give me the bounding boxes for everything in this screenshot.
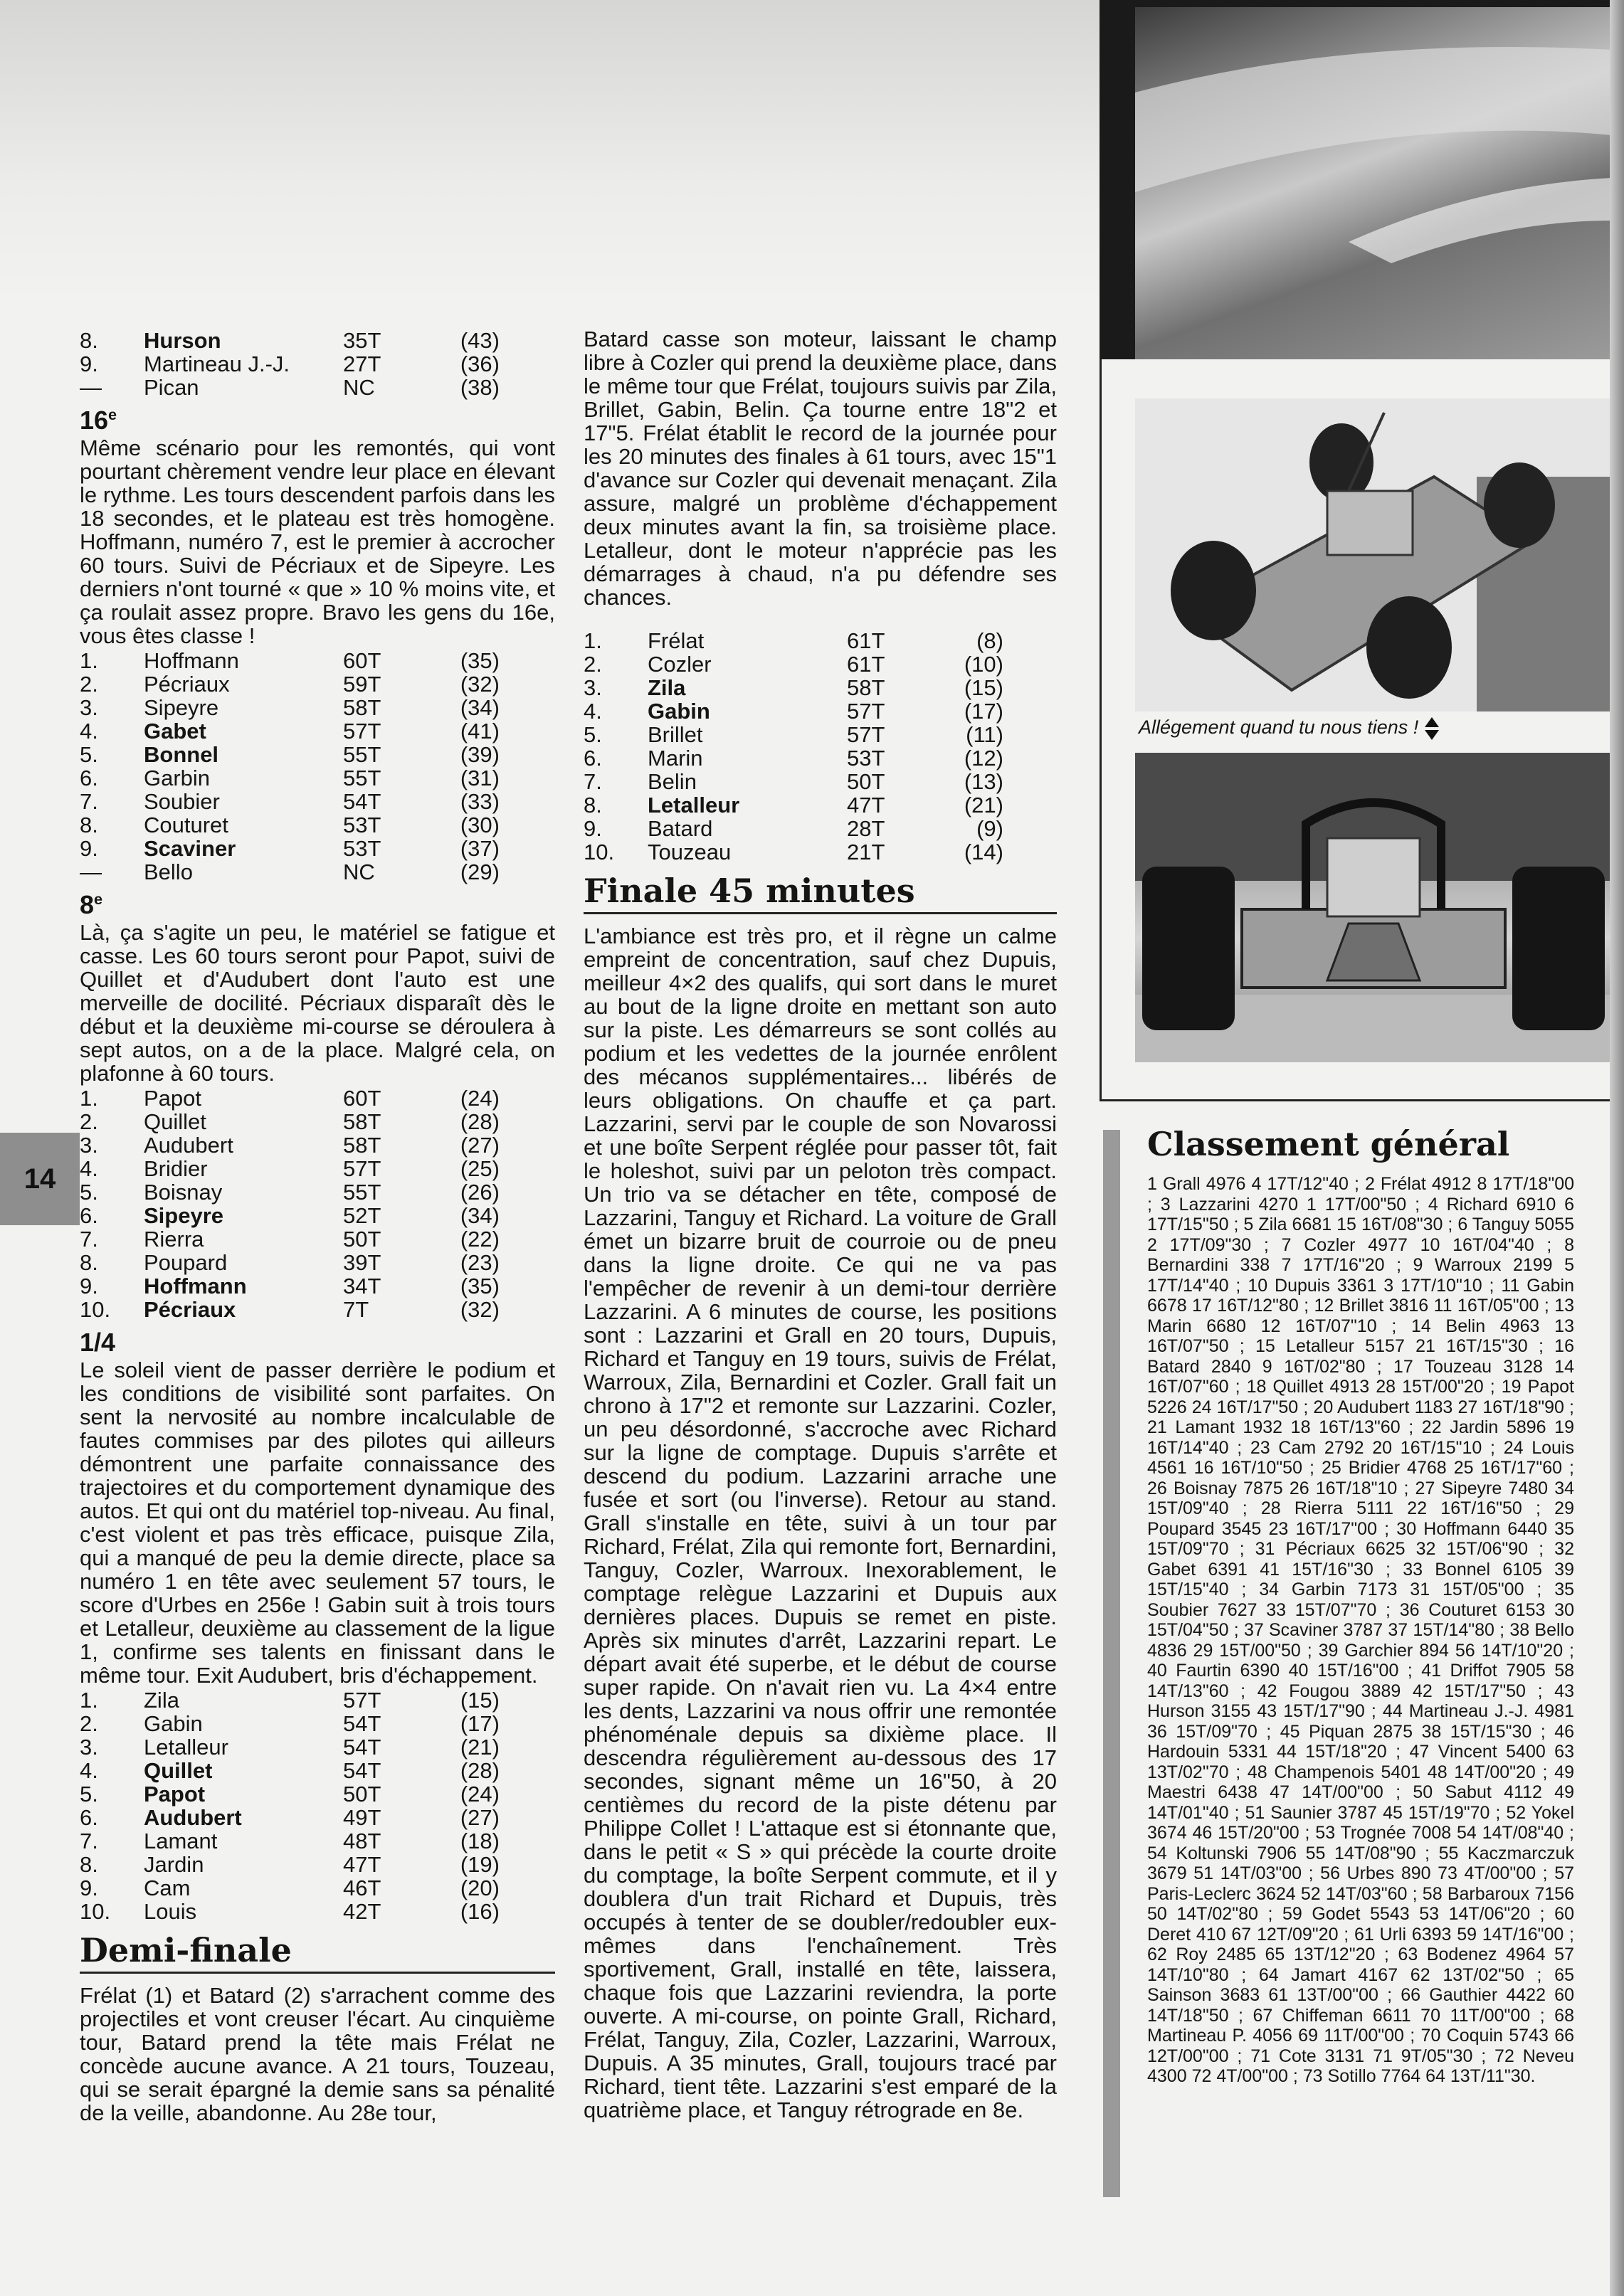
result-name: Sipeyre (144, 695, 219, 720)
result-row (584, 746, 1003, 770)
up-down-arrows-icon (1424, 716, 1440, 741)
result-laps: 57T (847, 699, 885, 724)
result-rank: 5. (80, 742, 98, 767)
result-laps: 27T (343, 351, 381, 376)
page-top-shade (0, 0, 1100, 306)
result-row (80, 376, 500, 399)
results-quarter-table (80, 1688, 500, 1923)
result-name: Zila (144, 1688, 179, 1713)
result-row (584, 770, 1003, 793)
result-laps: 59T (343, 672, 381, 697)
result-row (80, 672, 500, 696)
result-laps: 57T (847, 722, 885, 747)
result-rank: 7. (80, 1227, 98, 1252)
result-name: Hoffmann (144, 648, 239, 673)
page-edge-shadow (1610, 0, 1624, 2296)
result-position: (39) (460, 742, 500, 767)
result-position: (36) (460, 351, 500, 376)
result-rank: 5. (80, 1782, 98, 1806)
result-laps: 52T (343, 1203, 381, 1228)
result-rank: 8. (80, 813, 98, 837)
result-laps: 50T (343, 1782, 381, 1806)
result-position: (21) (964, 793, 1003, 818)
result-row (80, 1688, 500, 1712)
result-position: (30) (460, 813, 500, 837)
result-position: (15) (964, 675, 1003, 700)
caption-text: Allégement quand tu nous tiens ! (1139, 716, 1419, 738)
result-position: (18) (460, 1829, 500, 1853)
section-title-demi-finale: Demi-finale (80, 1930, 555, 1974)
paragraph-demi-finale: Frélat (1) et Batard (2) s'arrachent comme des projectiles et vont creuser l'écart. Au cinquième tour, Batard prend la tête mais Frélat ne concède aucune avance. A 21 tours, Touzeau, qui se serait épargné la demie sans sa pénalité de la veille, abandonne. Au 28e tour, (80, 1983, 555, 2125)
carryover-results-table (80, 329, 500, 399)
result-rank: 9. (584, 816, 602, 841)
result-row (80, 719, 500, 743)
result-rank: 2. (80, 1109, 98, 1134)
result-laps: 49T (343, 1805, 381, 1830)
result-row (80, 329, 500, 352)
result-position: (27) (460, 1805, 500, 1830)
result-row (80, 1829, 500, 1853)
result-rank: 2. (80, 672, 98, 697)
result-rank: 3. (584, 675, 602, 700)
result-laps: 58T (343, 1133, 381, 1158)
result-position: (35) (460, 1274, 500, 1298)
result-row (584, 699, 1003, 723)
result-laps: 50T (343, 1227, 381, 1252)
result-name: Martineau J.-J. (144, 351, 290, 376)
result-name: Hurson (144, 328, 221, 353)
result-name: Bonnel (144, 742, 219, 767)
result-row (80, 1876, 500, 1900)
result-name: Pécriaux (144, 1297, 236, 1322)
result-rank: — (80, 859, 102, 884)
result-name: Bridier (144, 1156, 208, 1181)
result-row (80, 1180, 500, 1204)
result-name: Hoffmann (144, 1274, 247, 1298)
result-name: Letalleur (648, 793, 740, 818)
result-rank: 6. (80, 1203, 98, 1228)
results-16e-table (80, 649, 500, 884)
result-name: Soubier (144, 789, 220, 814)
result-name: Belin (648, 769, 697, 794)
result-position: (9) (976, 816, 1003, 841)
result-row (584, 723, 1003, 746)
result-name: Gabin (144, 1711, 203, 1736)
result-name: Bello (144, 859, 193, 884)
result-laps: 57T (343, 1688, 381, 1713)
result-name: Scaviner (144, 836, 236, 861)
paragraph-finale: L'ambiance est très pro, et il règne un calme empreint de concentration, sauf chez Dupuis, meilleur 4×2 des qualifs, qui sort dans le muret au bout de la ligne droite en mettant son auto sur la piste. Les démarreurs se sont collés au podium et les vedettes de la journée enrôlent des mécanos supplémentaires... libérés de leurs obligations. On chauffe et ça part. Lazzarini, servi par le couple de son Novarossi et une boîte Serpent réglée pour passer tôt, fait le holeshot, suivi par un peloton très compact. Un trio va se détacher en tête, composé de Lazzarini, Tanguy et Richard. La voiture de Grall émet un bizarre bruit de courroie ou de pneu dans la ligne droite. Ce qui ne va pas l'empêcher de revenir à un demi-tour derrière Lazzarini. A 6 minutes de course, les positions sont : Lazzarini et Grall en 20 tours, Dupuis, Richard et Tanguy en 19 tours, suivis de Frélat, Warroux, Zila, Bernardini et Cozler. Grall fait un chrono à 17"2 et remonte sur Lazzarini. Cozler, un peu désordonné, s'accroche avec Richard sur la ligne de comptage. Dupuis s'arrête et descend du podium. Lazzarini arrache une fusée et sort (ou l'inverse). Retour au stand. Grall s'installe en tête, suivi à un tour par Richard, Frélat, Zila qui remonte fort, Bernardini, Tanguy, Cozler, Warroux. Inexorablement, le comptage relègue Lazzarini et Dupuis aux dernières places. Dupuis se remet en piste. Après six minutes d'arrêt, Lazzarini repart. Le départ avait été superbe, et le début de course super rapide. On n'avait rien vu. La 4×4 entre les dents, Lazzarini va nous offrir une remontée phénoménale depuis sa dixième place. Il descendra régulièrement au-dessous des 17 secondes, signant même un 16"50, à 20 centièmes du record de la piste détenu par Philippe Collet ! L'attaque est si étonnante que, dans le petit « S » qui précède la courte droite du comptage, la boîte Serpent commute, et il y doublera d'un trait Richard et Dupuis, très occupés à tenter de se doubler/redoubler eux-mêmes dans l'enchaînement. Très sportivement, Grall, installé en tête, laissera, chaque fois que Lazzarini reviendra, la porte ouverte. A mi-course, on pointe Grall, Richard, Frélat, Tanguy, Zila, Cozler, Lazzarini, Warroux, Dupuis. A 35 minutes, Grall, toujours tracé par Richard, tient tête. Lazzarini s'est emparé de la quatrième place, et Tanguy rétrograde en 8e. (584, 924, 1057, 2122)
result-rank: 9. (80, 1274, 98, 1298)
result-name: Pécriaux (144, 672, 230, 697)
result-row (80, 1853, 500, 1876)
result-name: Papot (144, 1782, 206, 1806)
result-row (80, 352, 500, 376)
section-title-finale: Finale 45 minutes (584, 871, 1057, 914)
result-position: (14) (964, 840, 1003, 864)
result-position: (34) (460, 1203, 500, 1228)
result-name: Sipeyre (144, 1203, 224, 1228)
result-row (584, 840, 1003, 864)
heading-16e: 16e (80, 406, 117, 435)
result-laps: 55T (343, 1180, 381, 1205)
result-position: (12) (964, 746, 1003, 771)
result-name: Gabet (144, 719, 206, 744)
result-name: Jardin (144, 1852, 204, 1877)
result-laps: 55T (343, 766, 381, 790)
photo-caption (1139, 713, 1608, 741)
page-number: 14 (23, 1163, 56, 1195)
result-position: (23) (460, 1250, 500, 1275)
result-position: (38) (460, 375, 500, 400)
result-rank: 7. (584, 769, 602, 794)
result-row (80, 1251, 500, 1274)
result-name: Quillet (144, 1109, 206, 1134)
result-rank: 2. (584, 652, 602, 677)
result-laps: 58T (343, 1109, 381, 1134)
result-row (584, 817, 1003, 840)
result-position: (32) (460, 672, 500, 697)
result-row (80, 837, 500, 860)
classement-general-box (1147, 1124, 1574, 2087)
result-name: Touzeau (648, 840, 732, 864)
result-position: (29) (460, 859, 500, 884)
result-position: (15) (460, 1688, 500, 1713)
result-position: (26) (460, 1180, 500, 1205)
result-rank: 9. (80, 836, 98, 861)
result-row (80, 1204, 500, 1227)
result-laps: 53T (343, 813, 381, 837)
sidebar-accent-bar (1103, 1130, 1120, 2197)
result-rank: 4. (584, 699, 602, 724)
result-laps: 48T (343, 1829, 381, 1853)
result-row (80, 1274, 500, 1298)
result-position: (32) (460, 1297, 500, 1322)
result-row (584, 629, 1003, 652)
result-row (80, 1110, 500, 1133)
result-row (80, 790, 500, 813)
result-name: Papot (144, 1086, 202, 1111)
result-row (80, 766, 500, 790)
result-name: Audubert (144, 1133, 233, 1158)
result-position: (43) (460, 328, 500, 353)
result-laps: 61T (847, 628, 885, 653)
result-name: Quillet (144, 1758, 213, 1783)
result-laps: NC (343, 375, 375, 400)
result-rank: 5. (80, 1180, 98, 1205)
result-rank: 6. (80, 1805, 98, 1830)
result-rank: 3. (80, 1735, 98, 1760)
result-laps: 54T (343, 1711, 381, 1736)
result-rank: 5. (584, 722, 602, 747)
result-name: Letalleur (144, 1735, 228, 1760)
result-laps: 58T (847, 675, 885, 700)
result-rank: 1. (80, 1688, 98, 1713)
result-rank: 4. (80, 1156, 98, 1181)
photo-race-track (1135, 7, 1612, 359)
heading-quarter: 1/4 (80, 1328, 116, 1357)
result-rank: 4. (80, 719, 98, 744)
result-row (80, 1712, 500, 1735)
result-laps: 42T (343, 1899, 381, 1924)
result-name: Pican (144, 375, 199, 400)
result-row (80, 813, 500, 837)
result-position: (17) (460, 1711, 500, 1736)
result-rank: 10. (80, 1297, 111, 1322)
result-row (80, 1735, 500, 1759)
result-rank: 10. (80, 1899, 111, 1924)
paragraph-demi-finale-cont: Batard casse son moteur, laissant le champ libre à Cozler qui prend la deuxième place, dans le même tour que Frélat, toujours suivis par Zila, Brillet, Gabin, Belin. Ça tourne entre 18"2 et 17"5. Frélat établit le record de la journée pour les 20 minutes des finales à 61 tours, avec 15"1 d'avance sur Cozler qui devenait menaçant. Zila assure, malgré un problème d'échappement deux minutes avant la fin, sa troisième place. Letalleur, dont le moteur n'apprécie pas les démarrages à chaud, n'a pu défendre ses chances. (584, 327, 1057, 610)
result-row (80, 696, 500, 719)
result-rank: 10. (584, 840, 615, 864)
result-position: (25) (460, 1156, 500, 1181)
result-laps: 35T (343, 328, 381, 353)
result-name: Rierra (144, 1227, 204, 1252)
result-position: (11) (966, 722, 1003, 747)
paragraph-quarter: Le soleil vient de passer derrière le podium et les conditions de visibilité sont parfaites. On sent la nervosité au nombre incalculable de fautes commises par des pilotes qui ailleurs démontrent une parfaite connaissance des trajectoires et du comportement dynamique des autos. Et qui ont du matériel top-niveau. Au final, c'est violent et pas très efficace, puisque Zila, qui a manqué de peu la demie directe, place sa numéro 1 en tête avec seulement 57 tours, le score d'Urbes en 256e ! Gabin suit à trois tours et Letalleur, deuxième au classement de la ligue 1, confirme ses talents en finissant dans le même tour. Exit Audubert, bris d'échappement. (80, 1358, 555, 1688)
result-name: Cam (144, 1876, 191, 1900)
result-position: (19) (460, 1852, 500, 1877)
result-laps: 55T (343, 742, 381, 767)
result-name: Batard (648, 816, 713, 841)
result-position: (20) (460, 1876, 500, 1900)
result-name: Frélat (648, 628, 705, 653)
result-laps: 46T (343, 1876, 381, 1900)
result-name: Brillet (648, 722, 703, 747)
result-rank: 8. (80, 1250, 98, 1275)
paragraph-16e: Même scénario pour les remontés, qui vont pourtant chèrement vendre leur place en élevant le rythme. Les tours descendent parfois dans les 18 secondes, et le plateau est très homogène. Hoffmann, numéro 7, est le premier à accrocher 60 tours. Suivi de Pécriaux et de Sipeyre. Les derniers n'ont tourné « que » 10 % moins vite, et ça roulait assez propre. Bravo les gens du 16e, vous êtes classe ! (80, 435, 555, 648)
result-laps: 61T (847, 652, 885, 677)
result-row (80, 1782, 500, 1806)
result-name: Gabin (648, 699, 710, 724)
result-rank: 6. (80, 766, 98, 790)
result-row (584, 793, 1003, 817)
result-name: Boisnay (144, 1180, 223, 1205)
result-rank: 8. (80, 1852, 98, 1877)
result-position: (16) (460, 1899, 500, 1924)
result-name: Couturet (144, 813, 228, 837)
result-laps: 21T (847, 840, 885, 864)
result-position: (10) (964, 652, 1003, 677)
classement-title: Classement général (1147, 1125, 1510, 1163)
result-name: Lamant (144, 1829, 218, 1853)
result-laps: 7T (343, 1297, 369, 1322)
result-position: (21) (460, 1735, 500, 1760)
result-row (80, 1806, 500, 1829)
result-row (80, 1133, 500, 1157)
result-row (584, 676, 1003, 699)
result-row (584, 652, 1003, 676)
heading-8e: 8e (80, 890, 103, 919)
result-position: (28) (460, 1109, 500, 1134)
result-position: (37) (460, 836, 500, 861)
result-position: (8) (976, 628, 1003, 653)
result-laps: 53T (847, 746, 885, 771)
result-rank: — (80, 375, 102, 400)
result-rank: 2. (80, 1711, 98, 1736)
result-name: Louis (144, 1899, 197, 1924)
paragraph-8e: Là, ça s'agite un peu, le matériel se fatigue et casse. Les 60 tours seront pour Papot, suivi de Quillet et d'Audubert dont l'auto est une merveille de docilité. Pécriaux disparaît dès le début et la deuxième mi-course se déroulera à sept autos, on a de la place. Malgré cela, on plafonne à 60 tours. (80, 920, 555, 1086)
result-row (80, 1759, 500, 1782)
photo-rc-car-rear (1135, 753, 1612, 1062)
result-laps: 58T (343, 695, 381, 720)
result-position: (41) (460, 719, 500, 744)
result-rank: 3. (80, 695, 98, 720)
classement-text: 1 Grall 4976 4 17T/12"40 ; 2 Frélat 4912 8 17T/18"00 ; 3 Lazzarini 4270 1 17T/00"50 ; 4 Richard 6910 6 17T/15"50 ; 5 Zila 6681 15 16T/08"30 ; 6 Tanguy 5055 2 17T/09"30 ; 7 Cozler 4977 10 16T/04"40 ; 8 Bernardini 338 7 17T/16"20 ; 9 Warroux 2199 5 17T/14"40 ; 10 Dupuis 3361 3 17T/10"10 ; 11 Gabin 6678 17 16T/12"80 ; 12 Brillet 3816 11 16T/05"00 ; 13 Marin 6680 12 16T/07"10 ; 14 Belin 4963 13 16T/07"50 ; 15 Letalleur 5157 21 16T/15"30 ; 16 Batard 2840 9 16T/02"80 ; 17 Touzeau 3128 14 16T/07"60 ; 18 Quillet 4913 28 15T/00"20 ; 19 Papot 5226 24 16T/17"50 ; 20 Audubert 1183 27 16T/18"90 ; 21 Lamant 1932 18 16T/13"60 ; 22 Jardin 5896 19 16T/14"40 ; 23 Cam 2792 20 16T/15"10 ; 24 Louis 4561 16 16T/10"50 ; 25 Bridier 4768 25 16T/17"60 ; 26 Boisnay 7875 26 16T/18"10 ; 27 Sipeyre 7480 34 15T/09"40 ; 28 Rierra 5111 22 16T/16"50 ; 29 Poupard 3545 23 16T/17"00 ; 30 Hoffmann 6440 35 15T/09"70 ; 31 Pécriaux 6625 32 15T/06"90 ; 32 Gabet 6391 41 15T/16"30 ; 33 Bonnel 6105 39 15T/15"40 ; 34 Garbin 7173 31 15T/05"00 ; 35 Soubier 7627 33 15T/07"70 ; 36 Couturet 6153 30 15T/04"50 ; 37 Scaviner 3787 37 15T/14"80 ; 38 Bello 4836 29 15T/00"50 ; 39 Garchier 894 56 14T/10"20 ; 40 Faurtin 6390 40 15T/16"00 ; 41 Driffot 7905 58 14T/13"60 ; 42 Fougou 3889 42 15T/17"50 ; 43 Hurson 3155 43 15T/17"90 ; 44 Martineau J.-J. 4981 36 15T/09"70 ; 45 Piquan 2875 38 15T/15"30 ; 46 Hardouin 5331 44 15T/18"20 ; 47 Vincent 5400 63 13T/02"70 ; 48 Champenois 5401 48 14T/00"20 ; 49 Maestri 6438 47 14T/00"00 ; 50 Sabut 4112 49 14T/01"40 ; 51 Saunier 3787 45 15T/19"70 ; 52 Yokel 3674 46 15T/20"00 ; 53 Trognée 7008 54 14T/08"40 ; 54 Koltunski 7906 55 14T/08"90 ; 55 Kaczmarczuk 3679 51 14T/03"00 ; 56 Urbes 890 73 4T/00"00 ; 57 Paris-Leclerc 3624 52 14T/03"60 ; 58 Barbaroux 7156 50 14T/02"80 ; 59 Godet 5543 53 14T/06"20 ; 60 Deret 410 67 12T/09"20 ; 61 Urli 6393 59 14T/16"00 ; 62 Roy 2485 65 13T/12"20 ; 63 Bodenez 4964 57 14T/10"80 ; 64 Jamart 4167 62 13T/02"50 ; 65 Sainson 3683 61 13T/00"00 ; 66 Gauthier 4422 60 14T/18"50 ; 67 Chiffeman 6611 70 11T/00"00 ; 68 Martineau P. 4056 69 11T/00"00 ; 70 Coquin 5743 66 12T/00"00 ; 71 Cote 3131 71 9T/05"30 ; 72 Neveu 4300 72 4T/00"00 ; 73 Sotillo 7764 64 13T/11"30. (1147, 1174, 1574, 2086)
result-laps: 39T (343, 1250, 381, 1275)
result-position: (35) (460, 648, 500, 673)
result-laps: 54T (343, 1758, 381, 1783)
result-laps: NC (343, 859, 375, 884)
photo-rc-car-chassis (1135, 398, 1612, 711)
result-laps: 57T (343, 1156, 381, 1181)
results-8e-table (80, 1086, 500, 1321)
result-position: (31) (460, 766, 500, 790)
result-laps: 60T (343, 1086, 381, 1111)
result-name: Audubert (144, 1805, 242, 1830)
result-row (80, 1900, 500, 1923)
result-row (80, 1157, 500, 1180)
result-position: (22) (460, 1227, 500, 1252)
result-row (80, 1086, 500, 1110)
article-column-2 (584, 327, 1057, 2122)
result-row (80, 860, 500, 884)
result-laps: 47T (847, 793, 885, 818)
result-laps: 53T (343, 836, 381, 861)
result-row (80, 1227, 500, 1251)
result-name: Poupard (144, 1250, 228, 1275)
result-rank: 9. (80, 1876, 98, 1900)
article-column-1 (80, 327, 555, 2125)
result-laps: 28T (847, 816, 885, 841)
result-laps: 47T (343, 1852, 381, 1877)
result-rank: 8. (584, 793, 602, 818)
result-laps: 34T (343, 1274, 381, 1298)
results-demi-finale-table (584, 629, 1003, 864)
result-position: (24) (460, 1086, 500, 1111)
result-laps: 57T (343, 719, 381, 744)
result-rank: 4. (80, 1758, 98, 1783)
result-position: (24) (460, 1782, 500, 1806)
result-name: Marin (648, 746, 703, 771)
result-rank: 6. (584, 746, 602, 771)
result-row (80, 649, 500, 672)
result-row (80, 743, 500, 766)
result-laps: 60T (343, 648, 381, 673)
result-rank: 1. (584, 628, 602, 653)
result-rank: 9. (80, 351, 98, 376)
result-position: (34) (460, 695, 500, 720)
result-laps: 50T (847, 769, 885, 794)
page-number-tab (0, 1133, 80, 1225)
result-row (80, 1298, 500, 1321)
result-rank: 7. (80, 789, 98, 814)
result-rank: 8. (80, 328, 98, 353)
result-laps: 54T (343, 1735, 381, 1760)
result-position: (17) (964, 699, 1003, 724)
result-name: Garbin (144, 766, 211, 790)
result-position: (27) (460, 1133, 500, 1158)
result-name: Zila (648, 675, 686, 700)
result-rank: 7. (80, 1829, 98, 1853)
result-position: (28) (460, 1758, 500, 1783)
result-name: Cozler (648, 652, 712, 677)
result-rank: 1. (80, 648, 98, 673)
result-rank: 1. (80, 1086, 98, 1111)
result-position: (13) (964, 769, 1003, 794)
result-laps: 54T (343, 789, 381, 814)
result-position: (33) (460, 789, 500, 814)
result-rank: 3. (80, 1133, 98, 1158)
